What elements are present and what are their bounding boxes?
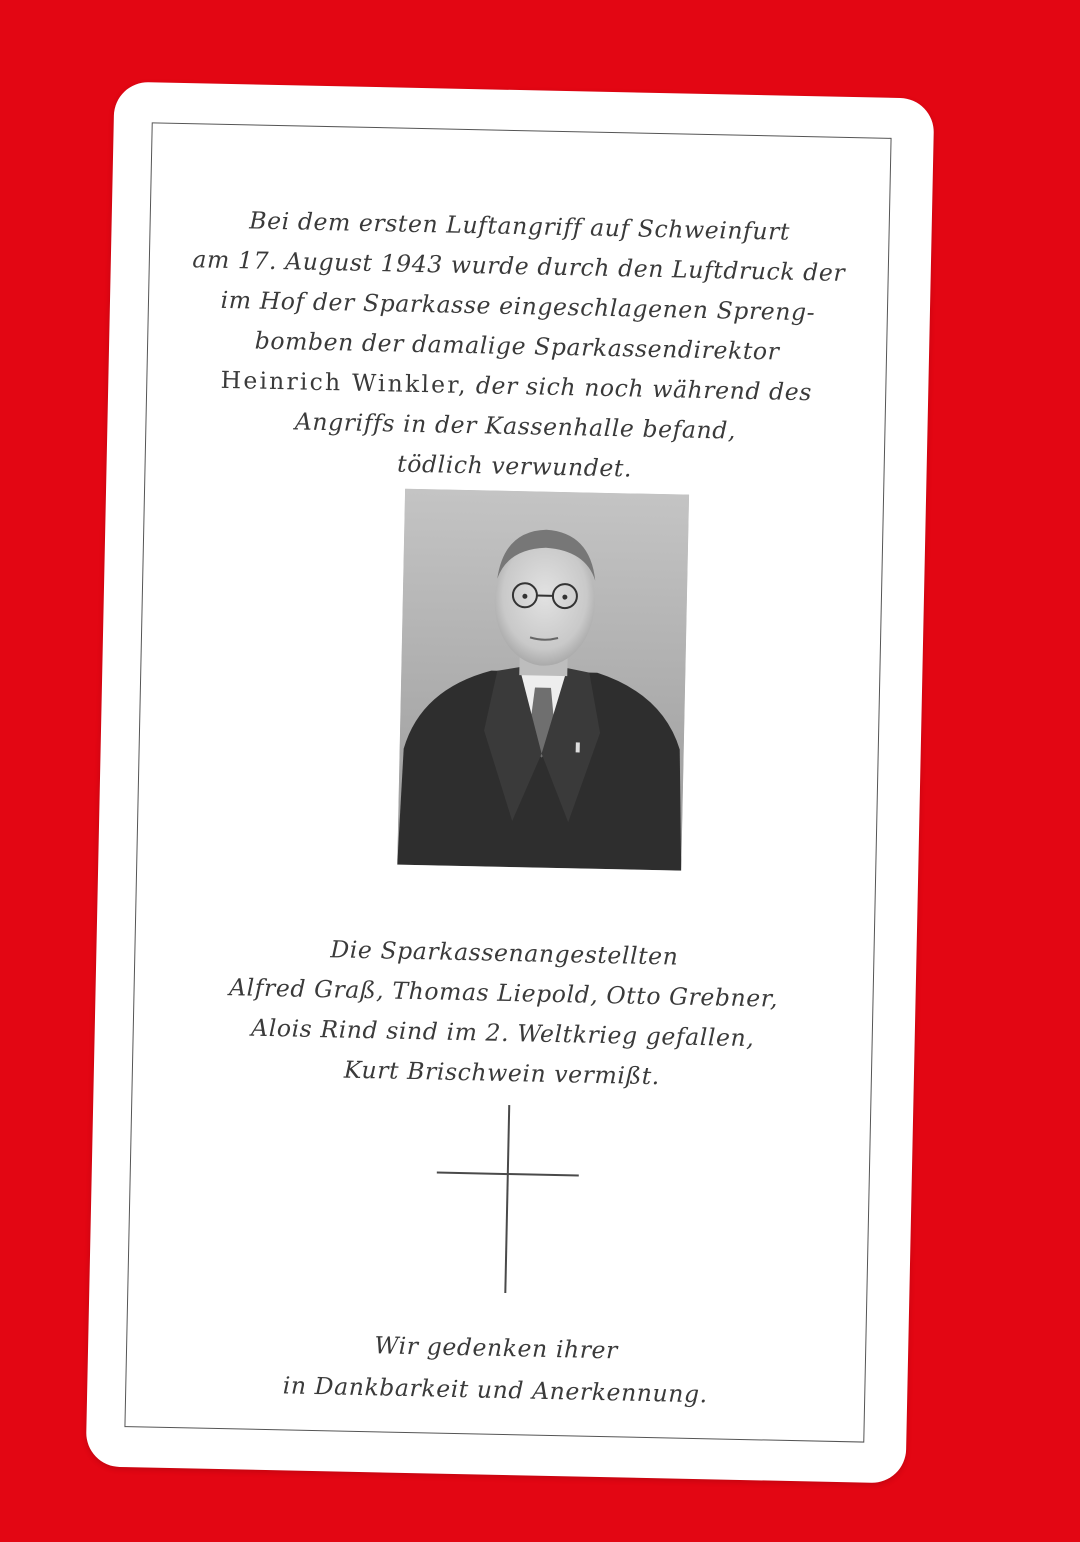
intro-line-4: bomben der damalige Sparkassendirektor: [254, 326, 780, 366]
portrait-photo: [397, 489, 689, 871]
memorial-line-4: Kurt Brischwein vermißt.: [343, 1055, 661, 1091]
cross-vertical-bar: [504, 1105, 510, 1293]
memorial-line-2: Alfred Graß, Thomas Liepold, Otto Grebner,: [228, 973, 779, 1013]
intro-text: [145, 198, 889, 493]
director-name: Heinrich Winkler,: [220, 365, 469, 400]
closing-line-2: in Dankbarkeit und Anerkennung.: [282, 1371, 709, 1409]
memorial-line-1: Die Sparkassenangestellten: [330, 935, 679, 971]
intro-line-5-rest: der sich noch während des: [467, 371, 813, 407]
closing-text: [126, 1319, 866, 1418]
intro-line-7: tödlich verwundet.: [396, 449, 633, 483]
memorial-line-3: Alois Rind sind im 2. Weltkrieg gefallen,: [250, 1013, 755, 1053]
closing-line-1: Wir gedenken ihrer: [374, 1331, 619, 1365]
intro-line-6: Angriffs in der Kassenhalle befand,: [294, 407, 737, 445]
intro-line-2: am 17. August 1943 wurde durch den Luftdruck der: [192, 245, 846, 287]
intro-line-3: im Hof der Sparkasse eingeschlagenen Spreng-: [220, 285, 816, 327]
portrait-illustration: [397, 489, 689, 871]
cross-icon: [434, 1104, 580, 1295]
card-frame-border: [124, 122, 891, 1442]
memorial-text: [133, 925, 874, 1100]
intro-line-1: Bei dem ersten Luftangriff auf Schweinfurt: [249, 206, 791, 246]
memorial-card: [86, 82, 935, 1484]
